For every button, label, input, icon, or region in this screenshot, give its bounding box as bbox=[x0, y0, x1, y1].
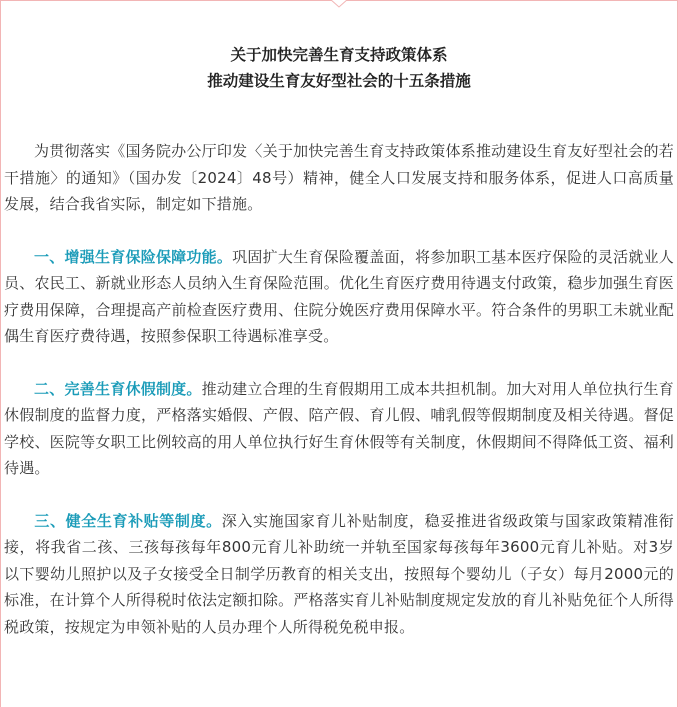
article-title-line-1: 关于加快完善生育支持政策体系 bbox=[230, 46, 448, 64]
top-notch-decoration bbox=[330, 0, 348, 8]
section-1 bbox=[4, 244, 674, 350]
section-2-heading: 二、完善生育休假制度。 bbox=[34, 379, 202, 398]
section-2-body: 推动建立合理的生育假期用工成本共担机制。加大对用人单位执行生育休假制度的监督力度，严格落实婚假、产假、陪产假、育儿假、哺乳假等假期制度及相关待遇。督促学校、医院等女职工比例较高的用人单位执行好生育休假等有关制度，休假期间不得降低工资、福利待遇。 bbox=[4, 379, 674, 477]
section-3-body: 深入实施国家育儿补贴制度，稳妥推进省级政策与国家政策精准衔接，将我省二孩、三孩每孩每年800元育儿补助统一并轨至国家每孩每年3600元育儿补贴。对3岁以下婴幼儿照护以及子女接受全日制学历教育的相关支出，按照每个婴幼儿（子女）每月2000元的标准，在计算个人所得税时依法定额扣除。严格落实育儿补贴制度规定发放的育儿补贴免征个人所得税政策，按规定为申领补贴的人员办理个人所得税免税申报。 bbox=[4, 511, 674, 636]
intro-text: 为贯彻落实《国务院办公厅印发〈关于加快完善生育支持政策体系推动建设生育友好型社会的若干措施〉的通知》（国办发〔2024〕48号）精神，健全人口发展支持和服务体系，促进人口高质量发展，结合我省实际，制定如下措施。 bbox=[4, 142, 674, 213]
article-title-line-2: 推动建设生育友好型社会的十五条措施 bbox=[207, 72, 471, 90]
section-3 bbox=[4, 508, 674, 641]
article-content bbox=[4, 42, 674, 640]
intro-paragraph bbox=[4, 138, 674, 218]
section-1-body: 巩固扩大生育保险覆盖面，将参加职工基本医疗保险的灵活就业人员、农民工、新就业形态人员纳入生育保险范围。优化生育医疗费用待遇支付政策，稳步加强生育医疗费用保障，合理提高产前检查医疗费用、住院分娩医疗费用保障水平。符合条件的男职工未就业配偶生育医疗费待遇，按照参保职工待遇标准享受。 bbox=[4, 247, 674, 345]
section-3-heading: 三、健全生育补贴等制度。 bbox=[34, 511, 222, 530]
article-title bbox=[4, 42, 674, 94]
section-1-heading: 一、增强生育保险保障功能。 bbox=[34, 247, 233, 266]
section-2 bbox=[4, 376, 674, 482]
